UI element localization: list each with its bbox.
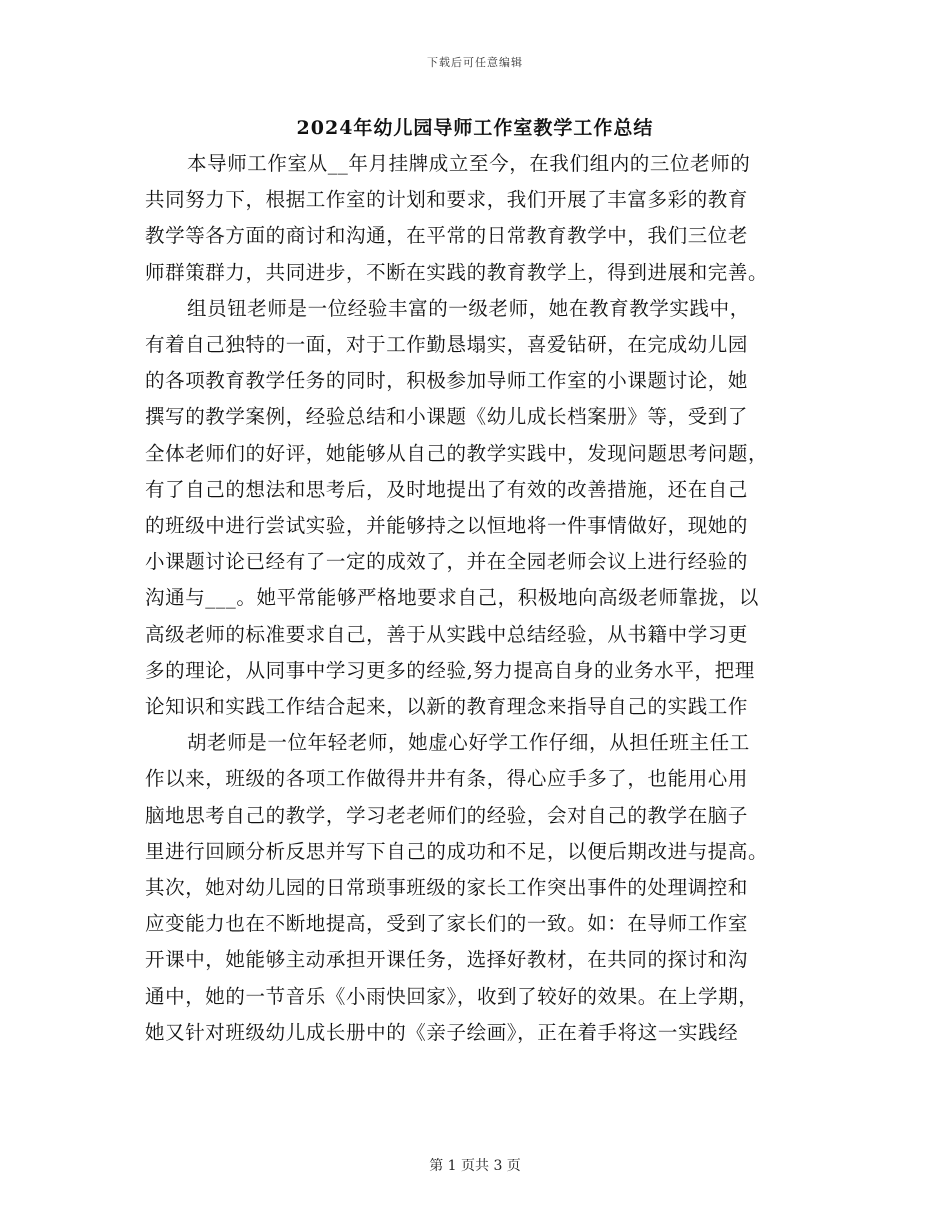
body-line: 多的理论，从同事中学习更多的经验,努力提高自身的业务水平，把理 [145, 658, 755, 682]
body-line: 教学等各方面的商讨和沟通，在平常的日常教育教学中，我们三位老 [145, 224, 749, 248]
body-line: 里进行回顾分析反思并写下自己的成功和不足，以便后期改进与提高。 [145, 839, 769, 863]
body-line: 组员钮老师是一位经验丰富的一级老师，她在教育教学实践中， [187, 296, 750, 320]
body-line: 作以来，班级的各项工作做得井井有条，得心应手多了，也能用心用 [145, 767, 749, 791]
body-line: 有了自己的想法和思考后，及时地提出了有效的改善措施，还在自己 [145, 477, 749, 501]
body-line: 开课中，她能够主动承担开课任务，选择好教材，在共同的探讨和沟 [145, 948, 749, 972]
body-line: 共同努力下，根据工作室的计划和要求，我们开展了丰富多彩的教育 [145, 188, 749, 212]
page-footer: 第 1 页共 3 页 [429, 1158, 521, 1174]
page-header: 下载后可任意编辑 [427, 56, 523, 69]
body-line: 应变能力也在不断地提高，受到了家长们的一致。如：在导师工作室 [145, 912, 749, 936]
body-line: 胡老师是一位年轻老师，她虚心好学工作仔细，从担任班主任工 [187, 731, 750, 755]
body-line: 脑地思考自己的教学，学习老老师们的经验，会对自己的教学在脑子 [145, 803, 749, 827]
body-line: 本导师工作室从__年月挂牌成立至今，在我们组内的三位老师的 [187, 152, 751, 175]
body-line: 高级老师的标准要求自己，善于从实践中总结经验，从书籍中学习更 [145, 622, 749, 646]
body-line: 有着自己独特的一面，对于工作勤恳塌实，喜爱钻研，在完成幼儿园 [145, 333, 749, 357]
body-line: 论知识和实践工作结合起来，以新的教育理念来指导自己的实践工作 [145, 695, 749, 719]
body-line: 通中，她的一节音乐《小雨快回家》，收到了较好的效果。在上学期， [145, 984, 759, 1008]
body-line: 的班级中进行尝试实验，并能够持之以恒地将一件事情做好，现她的 [145, 514, 749, 538]
body-line: 沟通与___。她平常能够严格地要求自己，积极地向高级老师靠拢，以 [145, 586, 759, 610]
body-line: 她又针对班级幼儿成长册中的《亲子绘画》，正在着手将这一实践经 [145, 1020, 739, 1044]
body-line: 撰写的教学案例，经验总结和小课题《幼儿成长档案册》等，受到了 [145, 405, 749, 429]
body-line: 师群策群力，共同进步，不断在实践的教育教学上，得到进展和完善。 [145, 260, 769, 284]
document-title: 2024年幼儿园导师工作室教学工作总结 [296, 117, 654, 139]
body-line: 的各项教育教学任务的同时，积极参加导师工作室的小课题讨论，她 [145, 369, 749, 393]
body-line: 其次，她对幼儿园的日常琐事班级的家长工作突出事件的处理调控和 [145, 876, 749, 900]
document-body [145, 146, 810, 1051]
body-line: 小课题讨论已经有了一定的成效了，并在全园老师会议上进行经验的 [145, 550, 749, 574]
body-line: 全体老师们的好评，她能够从自己的教学实践中，发现问题思考问题， [145, 441, 769, 465]
